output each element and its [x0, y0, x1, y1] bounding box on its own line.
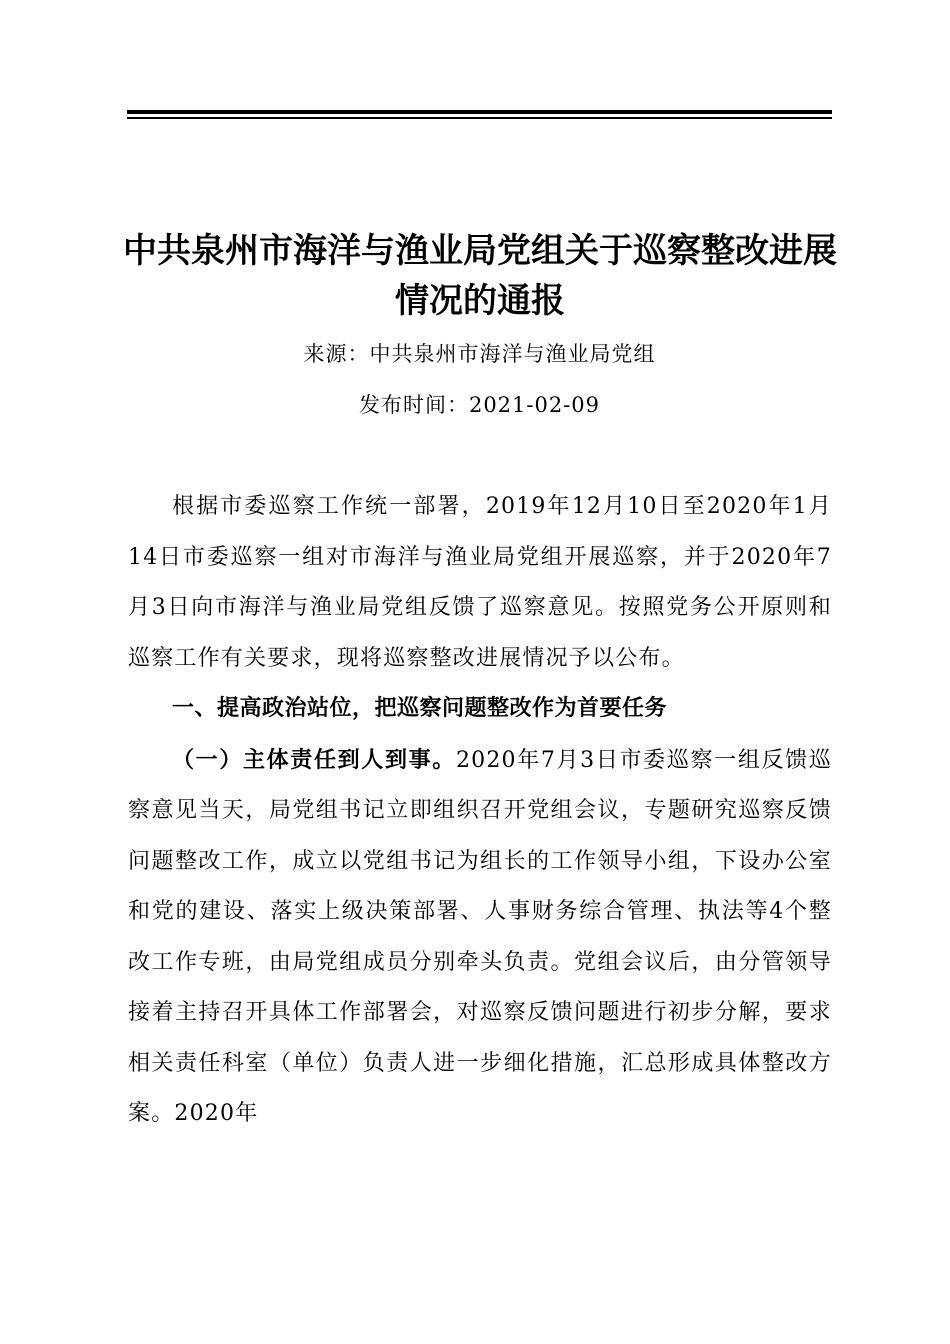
publish-date: 发布时间：2021-02-09 [358, 393, 601, 417]
subsection-paragraph [128, 735, 832, 1140]
subsection-text: 2020年7月3日市委巡察一组反馈巡察意见当天，局党组书记立即组织召开党组会议，专题研究巡察反馈问题整改工作，成立以党组书记为组长的工作领导小组，下设办公室和党的建设、落实上级决策部署、人事财务综合管理、执法等4个整改工作专班，由局党组成员分别牵头负责。党组会议后，由分管领导接着主持召开具体工作部署会，对巡察反馈问题进行初步分解，要求相关责任科室（单位）负责人进一步细化措施，汇总形成具体整改方案。2020年 [128, 747, 832, 1126]
header-rule-thin [127, 117, 832, 119]
intro-paragraph: 根据市委巡察工作统一部署，2019年12月10日至2020年1月14日市委巡察一组对市海洋与渔业局党组开展巡察，并于2020年7月3日向市海洋与渔业局党组反馈了巡察意见。按照党务公开原则和巡察工作有关要求，现将巡察整改进展情况予以公布。 [128, 494, 832, 671]
header-rule-thick [127, 110, 832, 114]
section-heading: 一、提高政治站位，把巡察问题整改作为首要任务 [172, 696, 668, 721]
document-title: 中共泉州市海洋与渔业局党组关于巡察整改进展情况的通报 [123, 231, 837, 321]
source-line: 来源：中共泉州市海洋与渔业局党组 [303, 342, 656, 366]
document-body [128, 482, 832, 1140]
subsection-title: （一）主体责任到人到事。 [172, 746, 456, 773]
